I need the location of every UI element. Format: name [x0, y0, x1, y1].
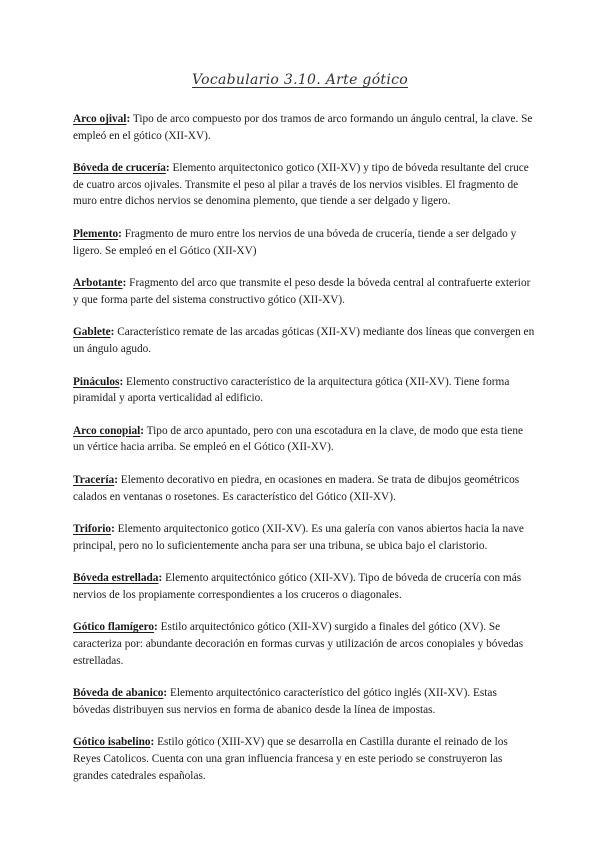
- vocabulary-entry: Tracería: Elemento decorativo en piedra, en ocasiones en madera. Se trata de dibujos geométricos calados en ventanas o rosetones. Es característico del Gótico (XII-XV).: [73, 473, 520, 503]
- vocabulary-entry: Bóveda de abanico: Elemento arquitectónico característico del gótico inglés (XII-XV). Estas bóvedas distribuyen sus nervios en forma de abanico desde la línea de impostas.: [73, 687, 497, 716]
- entry-definition: Tipo de arco apuntado, pero con una escotadura en la clave, de modo que esta tiene un vértice hacia arriba. Se empleó en el Gótico (XII-XV).: [73, 424, 523, 454]
- entry-definition: Tipo de arco compuesto por dos tramos de arco formando un ángulo central, la clave. Se empleó en el gótico (XII-XV).: [73, 113, 533, 142]
- entry-term: Gótico flamígero: [73, 621, 155, 634]
- entry-definition: Característico remate de las arcadas góticas (XII-XV) mediante dos líneas que convergen en un ángulo agudo.: [73, 326, 535, 355]
- entry-definition: Elemento arquitectonico gotico (XII-XV) y tipo de bóveda resultante del cruce de cuatro arcos ojivales. Transmite el peso al pilar a través de los nervios visibles. El fragmento de muro entre dichos nervios se denomina plemento, que tiende a ser delgado y ligero.: [73, 162, 529, 208]
- page-title: Vocabulario 3.10. Arte gótico: [192, 72, 408, 88]
- entry-term: Triforio: [73, 523, 112, 536]
- entry-term: Bóveda de crucería: [73, 162, 166, 175]
- vocabulary-entry: Triforio: Elemento arquitectonico gotico (XII-XV). Es una galería con vanos abiertos hacia la nave principal, pero no lo suficientemente ancha para ser una tribuna, se ubica bajo el claristorio.: [73, 523, 524, 552]
- entry-definition: Elemento arquitectonico gotico (XII-XV). Es una galería con vanos abiertos hacia la nave principal, pero no lo suficientemente ancha para ser una tribuna, se ubica bajo el claristorio.: [73, 523, 524, 552]
- entry-term: Arco conopial: [73, 424, 141, 437]
- entry-definition: Estilo arquitectónico gótico (XII-XV) surgido a finales del gótico (XV). Se caracteriza por: abundante decoración en formas curvas y utilización de arcos conopiales y bóvedas estrelladas.: [73, 621, 524, 667]
- entry-term: Tracería: [73, 473, 115, 486]
- entry-term: Bóveda estrellada: [73, 572, 159, 585]
- entry-term: Gablete: [73, 326, 111, 339]
- vocabulary-entry: Arco conopial: Tipo de arco apuntado, pero con una escotadura en la clave, de modo que esta tiene un vértice hacia arriba. Se empleó en el Gótico (XII-XV).: [73, 424, 523, 454]
- entry-term: Bóveda de abanico: [73, 687, 164, 700]
- vocabulary-entry: Bóveda de crucería: Elemento arquitectonico gotico (XII-XV) y tipo de bóveda resultante del cruce de cuatro arcos ojivales. Transmite el peso al pilar a través de los nervios visibles. El fragmento de muro entre dichos nervios se denomina plemento, que tiende a ser delgado y ligero.: [73, 162, 529, 208]
- entry-term: Plemento: [73, 227, 119, 240]
- entry-definition: Elemento decorativo en piedra, en ocasiones en madera. Se trata de dibujos geométricos calados en ventanas o rosetones. Es característico del Gótico (XII-XV).: [73, 473, 520, 503]
- entry-term: Pináculos: [73, 375, 120, 388]
- entry-definition: Elemento constructivo característico de la arquitectura gótica (XII-XV). Tiene forma piramidal y aporta verticalidad al edificio.: [73, 375, 510, 405]
- entry-definition: Fragmento de muro entre los nervios de una bóveda de crucería, tiende a ser delgado y ligero. Se empleó en el Gótico (XII-XV): [73, 227, 517, 257]
- vocabulary-entry: Gótico flamígero: Estilo arquitectónico gótico (XII-XV) surgido a finales del gótico (XV). Se caracteriza por: abundante decoración en formas curvas y utilización de arcos conopiales y bóvedas estrelladas.: [73, 621, 524, 667]
- vocabulary-entry: Gablete: Característico remate de las arcadas góticas (XII-XV) mediante dos líneas que convergen en un ángulo agudo.: [73, 326, 535, 355]
- entry-term: Arbotante: [73, 277, 123, 290]
- vocabulary-entry: Arco ojival: Tipo de arco compuesto por dos tramos de arco formando un ángulo central, la clave. Se empleó en el gótico (XII-XV).: [73, 113, 533, 142]
- vocabulary-entry: Bóveda estrellada: Elemento arquitectónico gótico (XII-XV). Tipo de bóveda de crucería con más nervios de los propiamente correspondientes a los cruceros o diagonales.: [73, 572, 522, 601]
- entry-term: Gótico isabelino: [73, 736, 151, 749]
- vocabulary-list: [73, 111, 535, 800]
- vocabulary-entry: Arbotante: Fragmento del arco que transmite el peso desde la bóveda central al contrafuerte exterior y que forma parte del sistema constructivo gótico (XII-XV).: [73, 277, 531, 306]
- entry-definition: Fragmento del arco que transmite el peso desde la bóveda central al contrafuerte exterior y que forma parte del sistema constructivo gótico (XII-XV).: [73, 277, 531, 306]
- vocabulary-entry: Pináculos: Elemento constructivo característico de la arquitectura gótica (XII-XV). Tiene forma piramidal y aporta verticalidad al edificio.: [73, 375, 510, 405]
- entry-definition: Elemento arquitectónico gótico (XII-XV). Tipo de bóveda de crucería con más nervios de los propiamente correspondientes a los cruceros o diagonales.: [73, 572, 522, 601]
- entry-term: Arco ojival: [73, 113, 127, 125]
- vocabulary-entry: Plemento: Fragmento de muro entre los nervios de una bóveda de crucería, tiende a ser delgado y ligero. Se empleó en el Gótico (XII-XV): [73, 227, 517, 257]
- vocabulary-entry: Gótico isabelino: Estilo gótico (XIII-XV) que se desarrolla en Castilla durante el reinado de los Reyes Catolicos. Cuenta con una gran influencia francesa y en este periodo se construyeron las grandes catedrales españolas.: [73, 736, 508, 782]
- entry-definition: Estilo gótico (XIII-XV) que se desarrolla en Castilla durante el reinado de los Reyes Catolicos. Cuenta con una gran influencia francesa y en este periodo se construyeron las grandes catedrales españolas.: [73, 736, 508, 782]
- entry-definition: Elemento arquitectónico característico del gótico inglés (XII-XV). Estas bóvedas distribuyen sus nervios en forma de abanico desde la línea de impostas.: [73, 687, 497, 716]
